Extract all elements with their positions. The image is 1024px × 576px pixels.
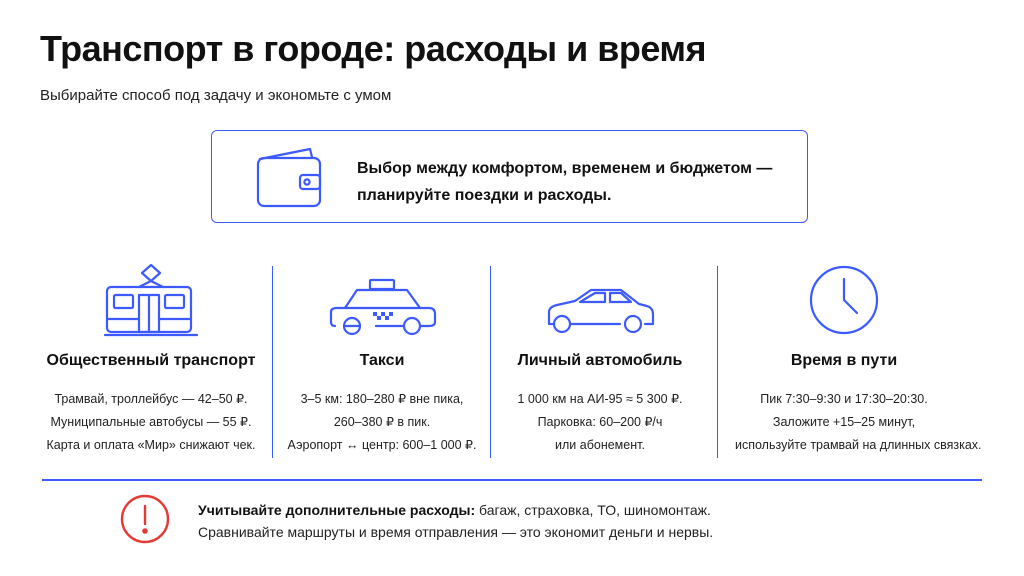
column-line: Трамвай, троллейбус — 42–50 ₽. — [54, 392, 248, 406]
column-line: 3–5 км: 180–280 ₽ вне пика, — [300, 392, 464, 406]
extra-costs-note — [198, 499, 713, 543]
column-title: Такси — [359, 352, 405, 369]
column-title: Личный автомобиль — [517, 352, 683, 369]
page-subtitle: Выбирайте способ под задачу и экономьте с умом — [40, 87, 392, 104]
column-own-car — [491, 262, 709, 462]
section-divider — [42, 479, 982, 481]
car-icon — [543, 262, 657, 342]
column-line: 1 000 км на АИ-95 ≈ 5 300 ₽. — [517, 392, 683, 406]
column-line: 260–380 ₽ в пик. — [333, 415, 431, 429]
column-line: Карта и оплата «Мир» снижают чек. — [46, 438, 256, 452]
column-line: или абонемент. — [555, 438, 645, 452]
note-line-2: Сравнивайте маршруты и время отправления — это экономит деньги и нервы. — [198, 524, 714, 540]
column-line: Муниципальные автобусы — 55 ₽. — [50, 415, 252, 429]
note-rest: багаж, страховка, ТО, шиномонтаж. — [475, 502, 711, 518]
budget-callout — [211, 130, 808, 223]
column-title: Общественный транспорт — [46, 352, 256, 369]
column-public-transport — [42, 262, 260, 462]
clock-icon — [804, 262, 884, 342]
callout-line-1: Выбор между комфортом, временем и бюджетом — — [357, 160, 773, 177]
column-travel-time — [735, 262, 982, 462]
taxi-icon — [325, 262, 439, 342]
column-title: Время в пути — [790, 352, 898, 369]
column-line: используйте трамвай на длинных связках. — [735, 438, 982, 452]
page-title: Транспорт в городе: расходы и время — [40, 28, 707, 69]
note-bold: Учитывайте дополнительные расходы: — [198, 502, 476, 518]
callout-text — [357, 155, 797, 209]
column-line: Парковка: 60–200 ₽/ч — [537, 415, 663, 429]
wallet-icon — [254, 145, 326, 214]
column-line: Заложите +15–25 минут, — [772, 415, 916, 429]
callout-line-2: планируйте поездки и расходы. — [357, 187, 612, 204]
column-line: Аэропорт ↔ центр: 600–1 000 ₽. — [287, 438, 477, 452]
column-line: Пик 7:30–9:30 и 17:30–20:30. — [760, 392, 928, 406]
exclamation-icon — [119, 493, 171, 550]
column-divider — [717, 266, 718, 458]
column-taxi — [273, 262, 491, 462]
tram-icon — [103, 262, 199, 342]
